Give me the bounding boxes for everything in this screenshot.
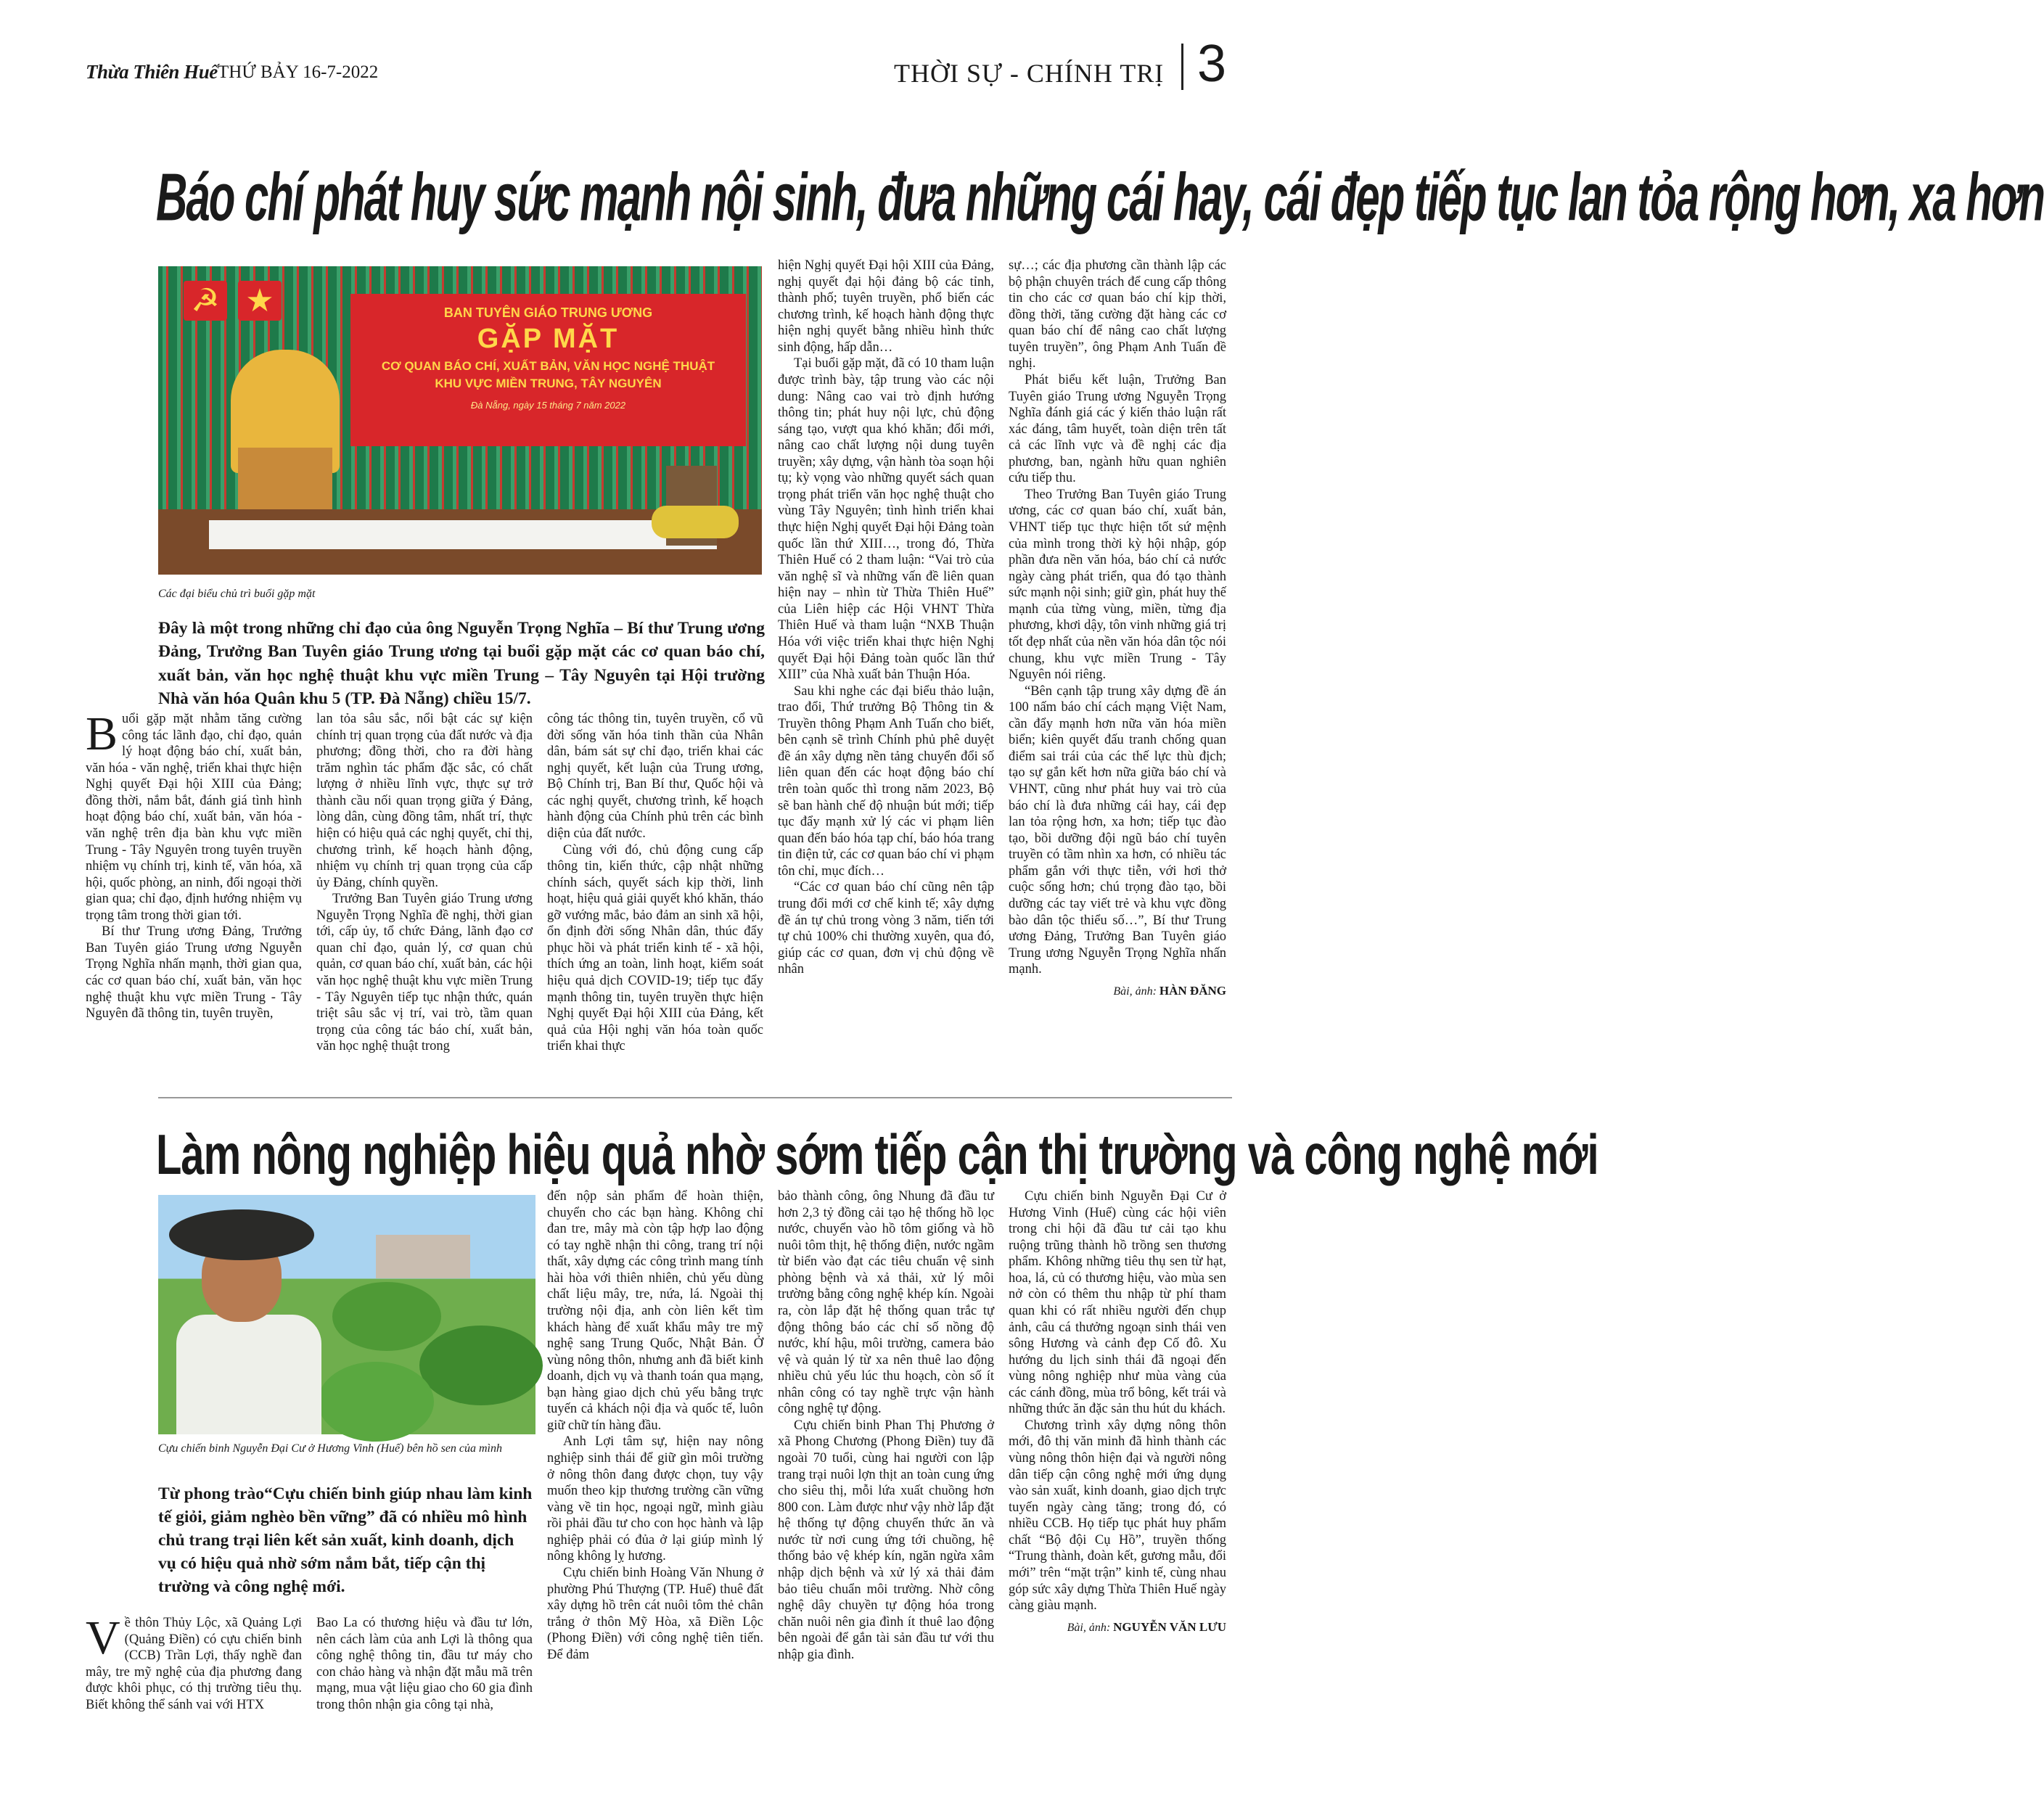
- banner-line5: Đà Nẵng, ngày 15 tháng 7 năm 2022: [470, 400, 626, 411]
- paragraph: Trưởng Ban Tuyên giáo Trung ương Nguyễn Trọng Nghĩa đề nghị, thời gian tới, cấp ủy, tổ chức Đảng, lãnh đạo cơ quan chỉ đạo, quản lý, cơ quan chủ quản, cơ quan báo chí, xuất bản, các hội văn học nghệ thuật khu vực miền Trung - Tây Nguyên tiếp tục nhận thức, quán triệt sâu sắc vị trí, vai trò, tầm quan trọng của công tác báo chí, xuất bản, văn học nghệ thuật trong: [316, 892, 533, 1054]
- article1-column-2: [316, 711, 533, 1055]
- paragraph: “Các cơ quan báo chí cũng nên tập trung đổi mới cơ chế kinh tế; xây dựng đề án tự chủ trong vòng 3 năm, tiến tới tự chủ 100% chi thường xuyên, qua đó, giúp các cơ quan, đơn vị chủ động về nhân: [778, 880, 994, 977]
- byline-name: HÀN ĐĂNG: [1159, 983, 1226, 998]
- paragraph: Bao La có thương hiệu và đầu tư lớn, nên cách làm của anh Lợi là thông qua công nghệ thông tin, đầu tư máy cho con chảo hàng và nhận đặt mẫu mã trên mạng, mua vật liệu giao cho 60 gia đình trong thôn nhận gia công tại nhà,: [316, 1616, 533, 1712]
- paragraph: Anh Lợi tâm sự, hiện nay nông nghiệp sinh thái để giữ gìn môi trường ở nông thôn đang được chọn, tuy vậy muốn theo kịp thương trường cần vững vàng về tin học, ngoại ngữ, mình giàu rồi phải đầu tư cho con học hành và lập nghiệp phải có đủa ở lại giúp mình lý nông không lỵ hương.: [547, 1434, 763, 1564]
- paragraph: ề thôn Thủy Lộc, xã Quảng Lợi (Quảng Điền) có cựu chiến binh (CCB) Trần Lợi, thấy nghề đan mây, tre mỹ nghệ của địa phương đang được khôi phục, có thị trường tiêu thụ. Biết không thể sánh vai với HTX: [86, 1616, 302, 1712]
- article2-column-5: [1009, 1188, 1226, 1635]
- article1-column-1: [86, 707, 302, 1022]
- banner-line2: GẶP MẶT: [477, 324, 620, 354]
- article1-lead: Đây là một trong những chỉ đạo của ông Nguyễn Trọng Nghĩa – Bí thư Trung ương Đảng, Trưởng Ban Tuyên giáo Trung ương tại buổi gặp mặt các cơ quan báo chí, xuất bản, văn học nghệ thuật khu vực miền Trung – Tây Nguyên tại Hội trường Nhà văn hóa Quân khu 5 (TP. Đà Nẵng) chiều 15/7.: [158, 619, 765, 709]
- article2-photo-caption: Cựu chiến binh Nguyễn Đại Cư ở Hương Vinh (Huế) bên hồ sen của mình: [158, 1442, 502, 1455]
- paragraph: Chương trình xây dựng nông thôn mới, đô thị văn minh đã hình thành các vùng nông thôn hiện đại và người nông dân tiếp cận công nghệ mới ứng dụng vào sản xuất, kinh doanh, giao dịch trực tuyến ngày càng tăng; trong đó, có nhiều CCB. Họ tiếp tục phát huy phẩm chất “Bộ đội Cụ Hồ”, truyền thống “Trung thành, đoàn kết, gương mẫu, đổi mới” trên “mặt trận” kinh tế, cùng nhau góp sức xây dựng Thừa Thiên Huế ngày càng giàu mạnh.: [1009, 1418, 1226, 1614]
- article2-column-4: [778, 1188, 994, 1663]
- paragraph: Bí thư Trung ương Đảng, Trưởng Ban Tuyên giáo Trung ương Nguyễn Trọng Nghĩa nhấn mạnh, thời gian qua, các cơ quan báo chí, xuất bản, văn học nghệ thuật khu vực miền Trung - Tây Nguyên đã thông tin, tuyên truyền,: [86, 924, 302, 1022]
- lotus-leaf: [332, 1282, 441, 1351]
- masthead-divider: [1181, 44, 1183, 90]
- banner-line3: CƠ QUAN BÁO CHÍ, XUẤT BẢN, VĂN HỌC NGHỆ THUẬT: [381, 359, 715, 373]
- banner-line4: KHU VỰC MIỀN TRUNG, TÂY NGUYÊN: [435, 377, 662, 390]
- party-flag-icon: ☭: [184, 281, 227, 321]
- farmer-hat: [169, 1209, 314, 1260]
- banner-line1: BAN TUYÊN GIÁO TRUNG ƯƠNG: [443, 305, 653, 320]
- paragraph: Phát biểu kết luận, Trưởng Ban Tuyên giáo Trung ương Nguyễn Trọng Nghĩa đánh giá các ý kiến thảo luận rất xác đáng, tâm huyết, toàn diện trên tất cả các lĩnh vực và đề nghị các địa phương, ban, ngành hữu quan nghiên cứu tiếp thu.: [1009, 372, 1226, 486]
- lotus-leaf: [419, 1326, 543, 1405]
- page-number: 3: [1197, 35, 1227, 93]
- head-table: [209, 520, 717, 549]
- article1-photo: [158, 266, 762, 575]
- byline-label: Bài, ảnh:: [1113, 985, 1157, 998]
- paragraph: “Bên cạnh tập trung xây dựng đề án 100 nấm báo chí cách mạng Việt Nam, cần đẩy mạnh hơn nữa văn hóa miền biển; kiên quyết đấu tranh chống quan điểm sai trái của các thế lực thù địch; tạo sự gắn kết hơn nữa giữa báo chí và VHNT, cũng như phát huy vai trò của báo chí là đưa những cái hay, cái đẹp lan tỏa rộng hơn, xa hơn; tiếp tục đào tạo, bồi dưỡng đội ngũ báo chí tuyên truyền có tầm nhìn xa hơn, có nhiều tác phẩm gắn với thực tiễn, với hơi thở cuộc sống hơn; chú trọng đào tạo, bồi dưỡng các tay viết trẻ và khu vực đồng bào dân tộc thiểu số…”, Bí thư Trung ương Đảng, Trưởng Ban Tuyên giáo Trung ương Nguyễn Trọng Nghĩa nhấn mạnh.: [1009, 683, 1226, 977]
- article2-column-1: [86, 1611, 302, 1713]
- article1-column-5: [1009, 258, 1226, 998]
- byline-label: Bài, ảnh:: [1067, 1621, 1111, 1634]
- paragraph: Sau khi nghe các đại biểu thảo luận, trao đổi, Thứ trưởng Bộ Thông tin & Truyền thông Phạm Anh Tuấn cho biết, bên cạnh sẽ trình Chính phủ phê duyệt đề án xây dựng nền tảng chuyển đổi số liên quan đến các hoạt động báo chí trên toàn quốc thì trong năm 2023, Bộ sẽ ban hành chế độ nhuận bút mới; tiếp tục đẩy mạnh xử lý các vi phạm liên quan đến báo hóa tạp chí, báo hóa trang tin điện tử, các cơ quan báo chí vi phạm tôn chỉ, mục đích…: [778, 683, 994, 879]
- article2-headline: Làm nông nghiệp hiệu quả nhờ sớm tiếp cận thị trường và công nghệ mới: [156, 1122, 1598, 1187]
- article-divider: [158, 1097, 1232, 1098]
- paragraph: đến nộp sản phẩm để hoàn thiện, chuyển cho các bạn hàng. Không chỉ đan tre, mây mà còn tập hợp lao động có tay nghề nhận thi công, trang trí nội thất, xây dựng các công trình mang tính hài hòa với thiên nhiên, chủ yếu dùng chất liệu mây, tre, nứa, lá. Ngoài thị trường nội địa, anh còn liên kết tìm khách hàng để xuất khẩu mây tre mỹ nghệ sang Trung Quốc, Nhật Bản. Ở vùng nông thôn, nhưng anh đã biết kinh doanh, dịch vụ và thanh toán qua mạng, bạn hàng giao dịch chủ yếu bằng trực tuyến cả khách nội địa và quốc tế, luôn giữ chữ tín hàng đầu.: [547, 1189, 763, 1433]
- paper-name: Thừa Thiên Huế: [86, 61, 218, 83]
- paragraph: uổi gặp mặt nhằm tăng cường công tác lãnh đạo, chỉ đạo, quản lý hoạt động báo chí, xuất bản, văn hóa - văn nghệ, triển khai thực hiện Nghị quyết Đại hội XIII của Đảng; đồng thời, nắm bắt, đánh giá tình hình hoạt động báo chí, xuất bản, văn hóa - văn nghệ trên địa bàn khu vực miền Trung - Tây Nguyên trong tuyên truyền nhiệm vụ chính trị, kinh tế, văn hóa, xã hội, quốc phòng, an ninh, đối ngoại thời gian qua; chỉ đạo, định hướng nhiệm vụ trọng tâm trong thời gian tới.: [86, 712, 302, 923]
- article2-drop-cap: V: [86, 1611, 120, 1664]
- paragraph: sự…; các địa phương cần thành lập các bộ phận chuyên trách để cung cấp thông tin cho các cơ quan báo chí kịp thời, đồng thời, tăng cường đặt hàng các cơ quan báo chí để nâng cao chất lượng tuyên truyền”, ông Phạm Anh Tuấn đề nghị.: [1009, 258, 1226, 371]
- paragraph: Cùng với đó, chủ động cung cấp thông tin, kiến thức, cập nhật những chính sách, quyết sách kịp thời, linh hoạt, hiệu quả giải quyết khó khăn, tháo gỡ vướng mắc, bảo đảm an sinh xã hội, ổn định đời sống Nhân dân, thúc đẩy phục hồi và phát triển kinh tế - xã hội, thích ứng an toàn, linh hoạt, kiểm soát hiệu quả dịch COVID-19; tiếp tục đẩy mạnh thông tin, tuyên truyền thực hiện Nghị quyết Đại hội XIII của Đảng, kết quả của Hội nghị văn hóa toàn quốc triển khai thực: [547, 842, 763, 1054]
- article2-lead: Từ phong trào“Cựu chiến binh giúp nhau làm kinh tế giỏi, giảm nghèo bền vững” đã có nhiều mô hình chủ trang trại liên kết sản xuất, kinh doanh, dịch vụ có hiệu quả nhờ sớm nắm bắt, tiếp cận thị trường và công nghệ mới.: [158, 1484, 533, 1596]
- article2-column-3: [547, 1188, 763, 1663]
- article1-column-4: [778, 258, 994, 978]
- article2-column-2: [316, 1615, 533, 1713]
- farmer-shirt: [176, 1315, 321, 1434]
- paragraph: Theo Trưởng Ban Tuyên giáo Trung ương, các cơ quan báo chí, xuất bản, VHNT tiếp tục thực hiện tốt sứ mệnh của mình trong thời kỳ hội nhập, góp phần đưa nền văn hóa, báo chí cả nước ngày càng phát triển, qua đó tạo thành sức mạnh nội sinh; giữ gìn, phát huy thế mạnh của từng vùng, miền, từng địa phương, khơi dậy, tôn vinh những giá trị tốt đẹp nhất của nền văn hóa dân tộc nói chung, khu vực miền Trung - Tây Nguyên nói riêng.: [1009, 487, 1226, 683]
- article1-drop-cap: B: [86, 707, 118, 760]
- event-banner: [350, 294, 746, 446]
- article2-photo: [158, 1195, 535, 1434]
- article1-headline: Báo chí phát huy sức mạnh nội sinh, đưa những cái hay, cái đẹp tiếp tục lan tỏa rộng hơn, xa hơn: [156, 159, 2044, 235]
- issue-date: THỨ BẢY 16-7-2022: [218, 62, 379, 82]
- paragraph: Cựu chiến binh Phan Thị Phương ở xã Phong Chương (Phong Điền) tuy đã ngoài 70 tuổi, cùng hai người con lập trang trại nuôi lợn thịt an toàn cung ứng cho siêu thị, mỗi lứa xuất chuồng hơn 800 con. Làm được như vậy nhờ lắp đặt hệ thống tự động chuyển thức ăn và nước từ nơi cung ứng tới chuồng, hệ thống bảo vệ khép kín, ngăn ngừa xâm nhập dịch bệnh và xử lý xả thải đảm bảo tiêu chuẩn môi trường. Nhờ công nghệ dây chuyền tự động hóa trong chăn nuôi nên gia đình ít thuê lao động bên ngoài để gắn tài sản đầu tư với thu nhập gia đình.: [778, 1418, 994, 1662]
- lotus-leaf: [318, 1362, 434, 1442]
- flower-arrangement: [652, 506, 739, 538]
- article1-column-3: [547, 711, 763, 1055]
- article2-byline: [1009, 1620, 1226, 1635]
- paragraph: Cựu chiến binh Nguyễn Đại Cư ở Hương Vinh (Huế) cùng các hội viên trong chi hội đã đầu tư cải tạo khu ruộng trũng thành hồ trồng sen thương phẩm. Không những tiêu thụ sen từ hạt, hoa, lá, củ có thương hiệu, vào mùa sen nở còn có thêm thu nhập từ phí tham quan khi có rất nhiều người đến chụp ảnh, câu cá thưởng ngoạn sinh thái ven sông Hương và cảnh đẹp Cố đô. Xu hướng du lịch sinh thái đã ngoại đến vùng nông nghiệp như mùa vàng của các cánh đồng, mùa trổ bông, kết trái và những thức ăn đặc sản thu hút du khách.: [1009, 1189, 1226, 1417]
- byline-name: NGUYỄN VĂN LƯU: [1113, 1619, 1226, 1634]
- paragraph: Cựu chiến binh Hoàng Văn Nhung ở phường Phú Thượng (TP. Huế) thuê đất xây dựng hồ trên cát nuôi tôm thẻ chân trắng ở thôn Mỹ Hòa, xã Điền Lộc (Phong Điền) với công nghệ tiên tiến. Để đảm: [547, 1565, 763, 1662]
- national-flag-icon: ★: [238, 281, 282, 321]
- article1-photo-caption: Các đại biểu chủ trì buổi gặp mặt: [158, 588, 316, 600]
- background-building: [376, 1235, 470, 1278]
- paragraph: hiện Nghị quyết Đại hội XIII của Đảng, nghị quyết đại hội đảng bộ các tỉnh, thành phố; tuyên truyền, phổ biến các chương trình, kế hoạch hành động thực hiện nghị quyết bằng nhiều hình thức sinh động, hấp dẫn…: [778, 258, 994, 355]
- paragraph: bảo thành công, ông Nhung đã đầu tư hơn 2,3 tỷ đồng cải tạo hệ thống hồ lọc nước, chuyển vào hồ tôm giống và hồ nuôi tôm thịt, hệ thống điện, nước ngầm từ biển vào đạt các tiêu chuẩn vệ sinh phòng bệnh và xả thải, xử lý môi trường bằng công nghệ khép kín. Ngoài ra, còn lắp đặt hệ thống quan trắc tự động thông báo các chỉ số nồng độ nước, khí hậu, môi trường, camera bảo vệ và quản lý từ xa nên thuê lao động nhiều chủ yếu lúc thu hoạch, còn số ít nhân công có tay nghề trực vận hành công nghệ tự động.: [778, 1189, 994, 1417]
- section-title: THỜI SỰ - CHÍNH TRỊ: [894, 59, 1165, 88]
- paragraph: Tại buổi gặp mặt, đã có 10 tham luận được trình bày, tập trung vào các nội dung: Nâng cao vai trò định hướng thông tin; phát huy nội lực, chủ động sáng tạo, vượt qua khó khăn; đổi mới, nâng cao chất lượng nội dung tuyên truyền; xây dựng, vận hành tòa soạn hội tụ; kỳ vọng vào những quyết sách quan trọng phát triển văn học nghệ thuật cho vùng Tây Nguyên; tình hình triển khai thực hiện Nghị quyết Đại hội Đảng toàn quốc lần thứ XIII…, trong đó, Thừa Thiên Huế có 2 tham luận: “Vai trò của văn nghệ sĩ và những vấn đề liên quan hiện nay – nhìn từ Thừa Thiên Huế” của Liên hiệp các Hội VHNT Thừa Thiên Huế và tham luận “NXB Thuận Hóa với việc triển khai thực hiện Nghị quyết Đại hội Đảng toàn quốc lần thứ XIII” của Nhà xuất bản Thuận Hóa.: [778, 356, 994, 683]
- article1-byline: [1009, 984, 1226, 999]
- paragraph: công tác thông tin, tuyên truyền, cổ vũ đời sống văn hóa tinh thần của Nhân dân, bám sát sự chỉ đạo, triển khai các nghị quyết, kết luận của Trung ương, Bộ Chính trị, Ban Bí thư, Quốc hội và các nghị quyết, chương trình, kế hoạch hành động của Chính phủ trên các bình diện của đất nước.: [547, 712, 763, 841]
- paragraph: lan tỏa sâu sắc, nổi bật các sự kiện chính trị quan trọng của đất nước và địa phương; đồng thời, cho ra đời hàng trăm nghìn tác phẩm đặc sắc, có chất lượng ở nhiều lĩnh vực, thực sự trở thành cầu nối quan trọng giữa ý Đảng, lòng dân, cùng đồng tâm, nhất trí, thực hiện có hiệu quả các nghị quyết, chỉ thị, chương trình, kế hoạch hành động, nhiệm vụ chính trị quan trọng của cấp ủy Đảng, chính quyền.: [316, 712, 533, 890]
